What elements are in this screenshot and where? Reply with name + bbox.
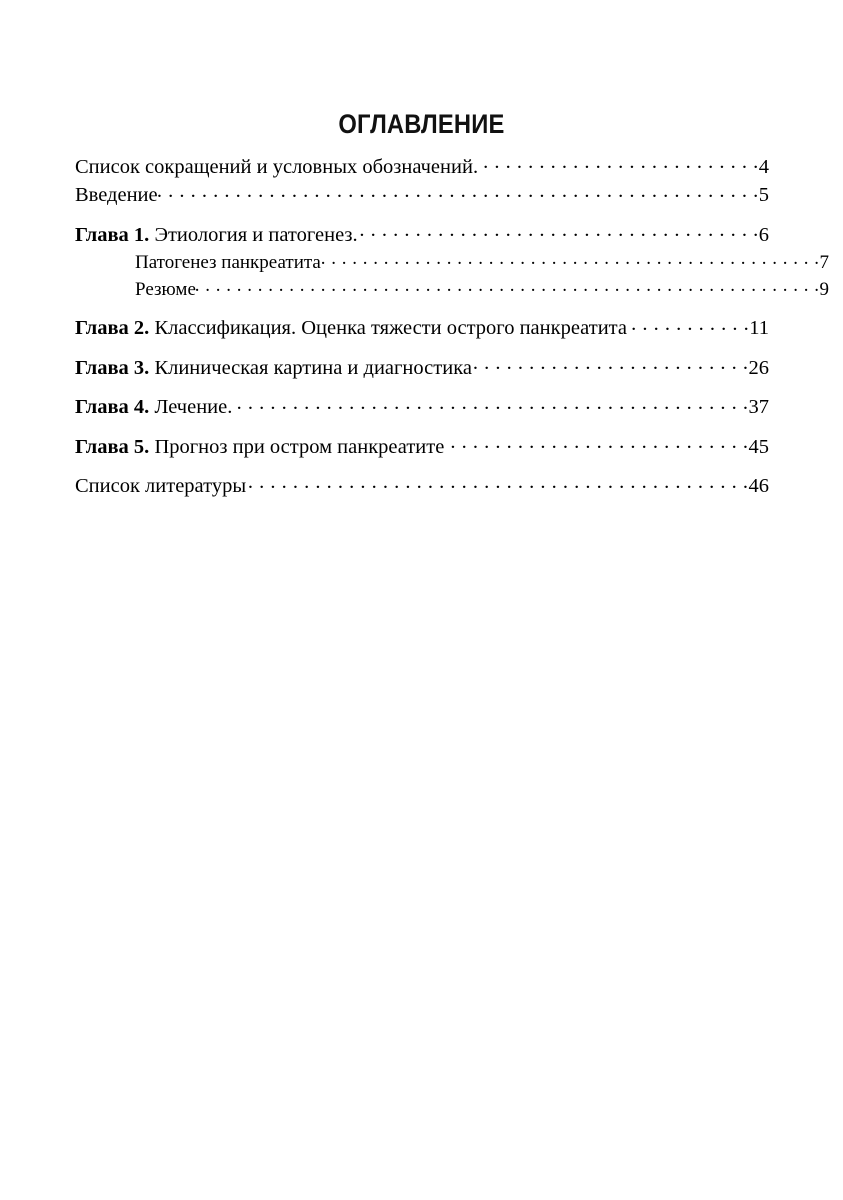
toc-page-number: 5 <box>758 184 769 206</box>
toc-dot-leader <box>627 314 749 335</box>
toc-chapter-number: Глава 4. <box>75 396 150 418</box>
toc-page-number: 26 <box>748 356 769 379</box>
toc-page-number: 37 <box>748 396 769 418</box>
toc-entry[interactable] <box>75 220 769 249</box>
toc-entry[interactable] <box>75 393 769 422</box>
toc-chapter-number: Глава 1. <box>75 223 150 246</box>
toc-entry-label <box>75 221 358 249</box>
toc-dot-leader <box>321 249 820 268</box>
toc-page-number: 46 <box>748 475 769 497</box>
toc-entry-title: Лечение. <box>149 396 233 418</box>
toc-entry[interactable] <box>75 276 829 303</box>
toc-entry-title: Этиология и патогенез. <box>149 223 358 246</box>
toc-entry-title: Классификация. Оценка тяжести острого панкреатита <box>149 317 627 339</box>
toc-dot-leader <box>472 353 749 374</box>
toc-entry-label <box>75 393 232 421</box>
toc-page-number: 4 <box>758 155 769 178</box>
toc-entry-label <box>75 181 158 209</box>
toc-entry[interactable] <box>75 152 769 181</box>
toc-page-number: 7 <box>819 251 829 273</box>
toc-entry-title: Список сокращений и условных обозначений. <box>75 155 479 178</box>
toc-entry-title: Резюме <box>135 278 196 300</box>
toc-entry-label <box>75 433 444 461</box>
toc-chapter-number: Глава 5. <box>75 435 150 458</box>
toc-dot-leader <box>358 220 759 241</box>
toc-dot-leader <box>246 472 748 493</box>
toc-page-number: 11 <box>749 317 769 339</box>
toc-entry[interactable] <box>75 249 829 276</box>
toc-entry[interactable] <box>75 181 769 210</box>
toc-entry-title: Прогноз при остром панкреатите <box>149 435 445 458</box>
toc-dot-leader <box>478 152 759 173</box>
toc-dot-leader <box>232 393 748 414</box>
toc-entry[interactable] <box>75 314 769 343</box>
toc-entry-title: Патогенез панкреатита <box>135 251 321 273</box>
toc-entry-label <box>75 153 478 181</box>
toc-entry-label <box>75 354 472 382</box>
toc-entry-label <box>75 314 627 342</box>
toc-dot-leader <box>444 432 748 453</box>
toc-entry[interactable] <box>75 353 769 382</box>
toc-entry-label <box>75 472 246 500</box>
toc-page-number: 45 <box>748 435 769 458</box>
toc-chapter-number: Глава 2. <box>75 317 150 339</box>
toc-entry[interactable] <box>75 432 769 461</box>
toc-entry-title: Список литературы <box>75 475 247 497</box>
toc-page-number: 6 <box>758 223 769 246</box>
toc-entry-label <box>135 276 196 303</box>
toc-entry-title: Введение <box>75 184 158 206</box>
toc-entry-label <box>135 249 321 276</box>
toc-chapter-number: Глава 3. <box>75 356 150 379</box>
toc-dot-leader <box>158 181 759 202</box>
toc-entry[interactable] <box>75 472 769 501</box>
page-title: ОГЛАВЛЕНИЕ <box>338 109 505 139</box>
toc-dot-leader <box>196 276 820 295</box>
toc-entry-title: Клиническая картина и диагностика <box>149 356 472 379</box>
toc-page-number: 9 <box>819 278 829 300</box>
table-of-contents <box>75 152 829 500</box>
